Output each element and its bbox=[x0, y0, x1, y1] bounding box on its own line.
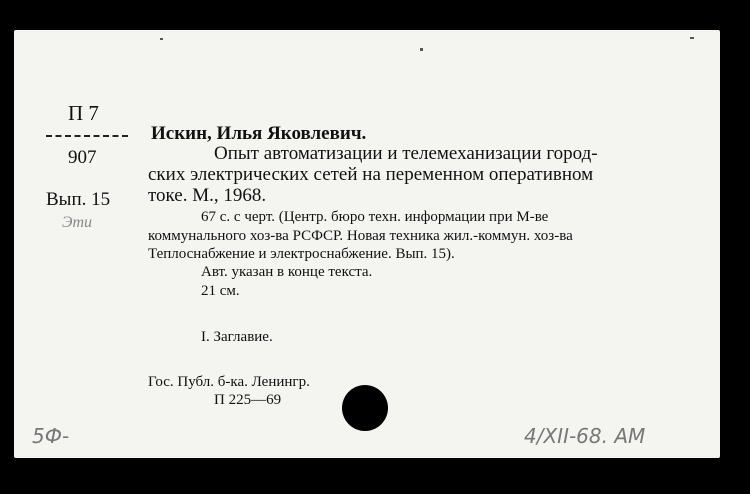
shelfmark-stamp: Эти bbox=[62, 214, 93, 231]
description-line-2: коммунального хоз-ва РСФСР. Новая техника жил.-коммун. хоз-ва bbox=[148, 228, 573, 244]
dust-speck bbox=[420, 48, 423, 51]
shelfmark-number: 907 bbox=[68, 147, 97, 168]
dust-speck bbox=[160, 38, 163, 40]
library-name: Гос. Публ. б-ка. Ленингр. bbox=[148, 374, 310, 390]
ink-blot bbox=[342, 385, 388, 431]
title-line-2: ских электрических сетей на переменном оперативном bbox=[148, 164, 594, 185]
title-line-1: Опыт автоматизации и телемеханизации город- bbox=[214, 143, 598, 164]
title-line-3: токе. М., 1968. bbox=[148, 185, 267, 206]
description-line-1: 67 с. с черт. (Центр. бюро техн. информации при М-ве bbox=[201, 209, 549, 225]
shelfmark-issue: Вып. 15 bbox=[46, 189, 111, 210]
author-heading: Искин, Илья Яковлевич. bbox=[151, 123, 367, 144]
shelfmark-code: П 7 bbox=[68, 101, 99, 125]
library-code: П 225—69 bbox=[214, 392, 282, 408]
subject-heading: I. Заглавие. bbox=[201, 329, 273, 345]
dust-speck bbox=[690, 37, 694, 39]
description-line-3: Теплоснабжение и электроснабжение. Вып. 15). bbox=[148, 246, 455, 262]
note-line-2: 21 см. bbox=[201, 283, 240, 299]
handwritten-note-right: 4/XII-68. АМ bbox=[524, 424, 646, 448]
shelfmark-rule bbox=[46, 135, 128, 137]
handwritten-note-left: 5Ф- bbox=[32, 424, 70, 448]
note-line-1: Авт. указан в конце текста. bbox=[201, 264, 373, 280]
